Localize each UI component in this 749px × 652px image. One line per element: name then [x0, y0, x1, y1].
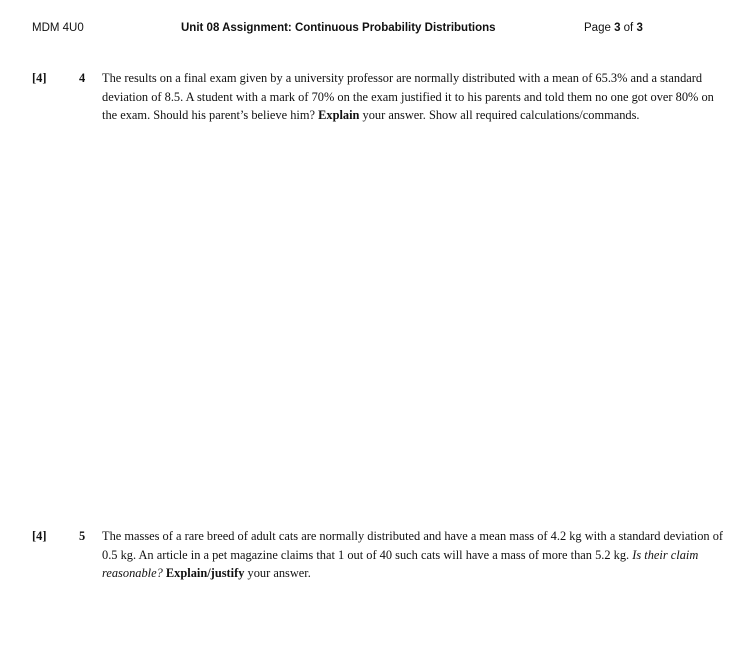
question-number: 5: [79, 529, 86, 543]
assignment-title: Unit 08 Assignment: Continuous Probability Distributions: [181, 22, 496, 34]
question-marks: [4]: [32, 529, 47, 543]
page-number: Page 3 of 3: [584, 22, 643, 34]
question-number: 4: [79, 71, 86, 85]
question-text: The masses of a rare breed of adult cats are normally distributed and have a mean mass of 4.2 kg with a standard deviation of 0.5 kg. An article in a pet magazine claims that 1 out of 40 such cats will have a mass of more than 5.2 kg. Is their claim reasonable? Explain/justify your answer.: [102, 529, 724, 581]
course-code: MDM 4U0: [32, 22, 84, 34]
question-marks: [4]: [32, 71, 47, 85]
page-header: [0, 22, 749, 40]
question-text: The results on a final exam given by a university professor are normally distributed with a mean of 65.3% and a standard deviation of 8.5. A student with a mark of 70% on the exam justified it to his parents and told them no one got over 80% on the exam. Should his parent’s believe him? Explain your answer. Show all required calculations/commands.: [102, 71, 714, 123]
